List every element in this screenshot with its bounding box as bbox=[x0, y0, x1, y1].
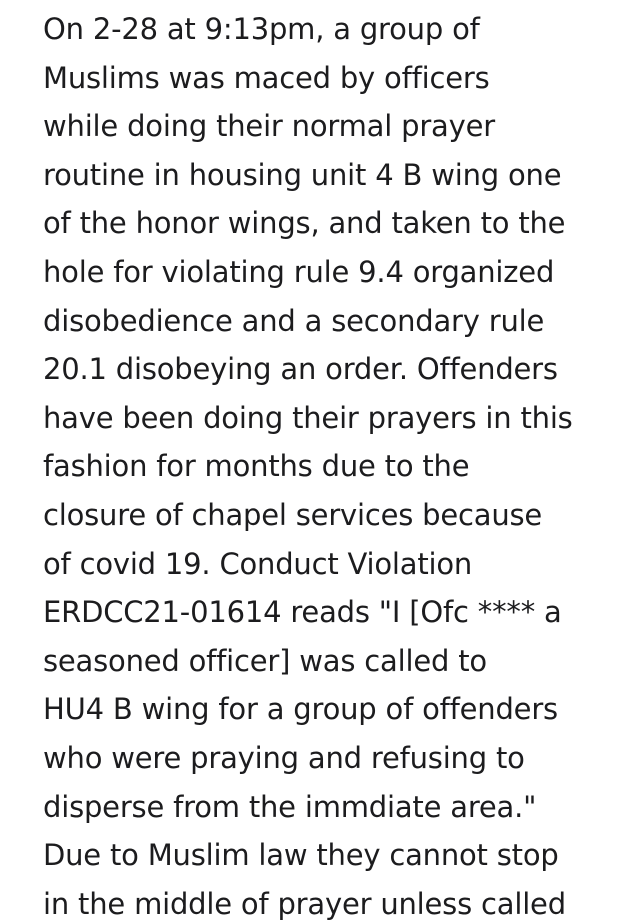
note-line: hole for violating rule 9.4 organized bbox=[43, 254, 555, 289]
note-line: closure of chapel services because bbox=[43, 497, 543, 532]
note-line: routine in housing unit 4 B wing one bbox=[43, 157, 562, 192]
note-line: disobedience and a secondary rule bbox=[43, 303, 545, 338]
note-line: who were praying and refusing to bbox=[43, 740, 525, 775]
note-line: Muslims was maced by officers bbox=[43, 60, 490, 95]
note-line: On 2-28 at 9:13pm, a group of bbox=[43, 12, 480, 46]
note-line: seasoned officer] was called to bbox=[43, 643, 487, 678]
note-line: in the middle of prayer unless called bbox=[43, 886, 566, 921]
note-line: have been doing their prayers in this bbox=[43, 400, 573, 435]
note-line: of the honor wings, and taken to the bbox=[43, 206, 566, 241]
note-line: disperse from the immdiate area." bbox=[43, 789, 537, 824]
note-line: Due to Muslim law they cannot stop bbox=[43, 838, 559, 873]
note-body bbox=[43, 5, 633, 923]
note-line: of covid 19. Conduct Violation bbox=[43, 546, 473, 581]
note-line: while doing their normal prayer bbox=[43, 109, 495, 144]
note-line: HU4 B wing for a group of offenders bbox=[43, 692, 558, 727]
note-line: 20.1 disobeying an order. Offenders bbox=[43, 352, 558, 387]
note-line: fashion for months due to the bbox=[43, 449, 470, 484]
note-line: ERDCC21-01614 reads "I [Ofc **** a bbox=[43, 595, 562, 630]
